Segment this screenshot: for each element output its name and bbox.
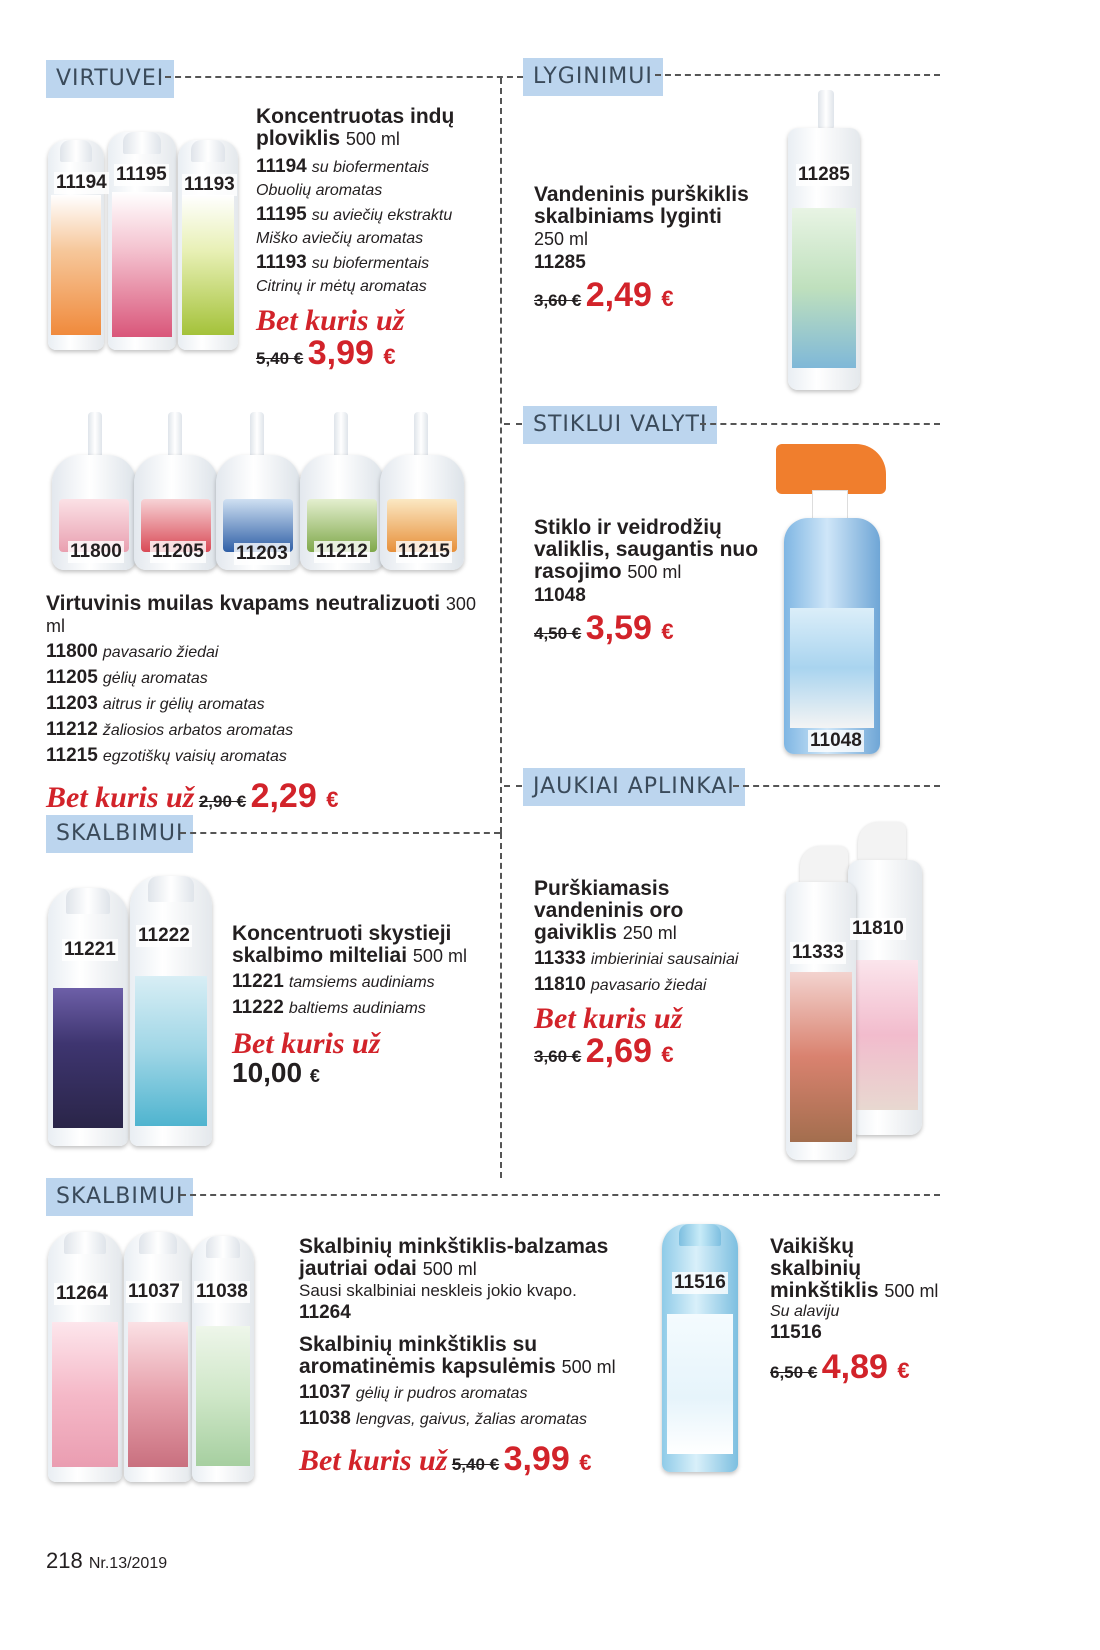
divider	[165, 76, 523, 78]
bottle-code: 11264	[56, 1283, 108, 1304]
price-block: 3,60 € 2,49 €	[534, 276, 674, 314]
product-title: Virtuvinis muilas kvapams neutralizuoti 300 ml	[46, 592, 476, 636]
bottle-code: 11205	[152, 541, 204, 562]
bottle-code: 11038	[196, 1281, 248, 1302]
bottle-code: 11221	[64, 939, 116, 960]
price-block: 6,50 € 4,89 €	[770, 1348, 910, 1386]
issue-number: Nr.13/2019	[88, 1555, 168, 1572]
price-block: 10,00 €	[232, 1057, 320, 1088]
section-header-lyginimui: LYGINIMUI	[523, 58, 663, 96]
divider	[733, 785, 940, 787]
product-title: Vandeninis purškiklis skalbiniams lyginti 250 ml	[534, 183, 749, 249]
bottle-code: 11203	[236, 543, 288, 564]
bottle-code: 11333	[792, 942, 844, 963]
bottle-code: 11222	[138, 925, 190, 946]
column-divider	[500, 78, 502, 833]
product-info-ironing: Vandeninis purškiklis skalbiniams lyginti 250 ml 11285 3,60 € 2,49 €	[534, 184, 754, 315]
price-block: Bet kuris už 5,40 € 3,99 €	[299, 1440, 592, 1478]
bottle-code: 11810	[852, 918, 904, 939]
divider	[504, 785, 522, 787]
product-title: Stiklo ir veidrodžių valiklis, saugantis nuo rasojimo 500 ml	[534, 516, 759, 583]
product-title: Skalbinių minkštiklis-balzamas jautriai odai 500 ml	[299, 1235, 609, 1280]
product-info-soap: Virtuvinis muilas kvapams neutralizuoti 300 ml 11800 pavasario žiedai 11205 gėlių aromatas 11203 aitrus ir gėlių aromatas 11212 žaliosios arbatos aromatas 11215 egzotiškų vaisių aromatas Bet kuris už 2,90 € 2,29 €	[46, 593, 496, 816]
product-info-softener: Skalbinių minkštiklis-balzamas jautriai odai 500 ml Sausi skalbiniai neskleis jokio kvapo. 11264 Skalbinių minkštiklis su aromatinėmis kapsulėmis 500 ml 11037 gėlių ir pudros aromatas 11038 lengvas, gaivus, žalias aromatas Bet kuris už 5,40 € 3,99 €	[299, 1236, 619, 1479]
product-title: Vaikiškų skalbinių minkštiklis 500 ml	[770, 1235, 939, 1302]
section-header-skalbimui-2: SKALBIMUI	[46, 1178, 193, 1216]
section-header-skalbimui: SKALBIMUI	[46, 815, 193, 853]
bottle-code: 11037	[128, 1281, 180, 1302]
bottle-code: 11800	[70, 541, 122, 562]
product-title: Purškiamasis vandeninis oro gaiviklis 250 ml	[534, 877, 684, 944]
divider	[180, 1194, 940, 1196]
bottle-code: 11048	[810, 730, 862, 751]
bottle-code: 11215	[398, 541, 450, 562]
offer-label: Bet kuris už	[256, 304, 405, 337]
product-info-air: Purškiamasis vandeninis oro gaiviklis 250 ml 11333 imbieriniai sausainiai 11810 pavasario žiedai Bet kuris už 3,60 € 2,69 €	[534, 878, 764, 1071]
product-info-glass: Stiklo ir veidrodžių valiklis, saugantis nuo rasojimo 500 ml 11048 4,50 € 3,59 €	[534, 517, 764, 648]
divider	[180, 832, 500, 834]
divider	[655, 74, 940, 76]
bottle-code: 11285	[798, 164, 850, 185]
price-block: Bet kuris už 2,90 € 2,29 €	[46, 777, 339, 815]
price-block: 4,50 € 3,59 €	[534, 609, 674, 647]
bottle-code: 11516	[674, 1272, 726, 1293]
bottle-code: 11212	[316, 541, 368, 562]
divider	[700, 423, 940, 425]
section-header-virtuvei: VIRTUVEI	[46, 60, 174, 98]
page-footer	[46, 1548, 167, 1574]
bottle-code: 11193	[184, 174, 235, 195]
bottle-code: 11195	[116, 164, 167, 185]
section-header-stiklui: STIKLUI VALYTI	[523, 406, 717, 444]
divider	[504, 423, 522, 425]
offer-label: Bet kuris už	[534, 1002, 683, 1035]
bottle-code: 11194	[56, 172, 107, 193]
product-info-liquid: Koncentruoti skystieji skalbimo milteliai 500 ml 11221 tamsiems audiniams 11222 baltiems audiniams Bet kuris už 10,00 €	[232, 923, 492, 1089]
page-number: 218	[46, 1548, 83, 1573]
offer-label: Bet kuris už	[232, 1027, 381, 1060]
price-block: 5,40 € 3,99 €	[256, 334, 396, 372]
product-info-dish: Koncentruotas indų ploviklis 500 ml 11194 su biofermentais Obuolių aromatas 11195 su aviečių ekstraktu Miško aviečių aromatas 11193 su biofermentais Citrinų ir mėtų aromatas Bet kuris už 5,40 € 3,99 €	[256, 106, 486, 373]
column-divider	[500, 833, 502, 1178]
section-header-jaukiai: JAUKIAI APLINKAI	[523, 768, 745, 806]
product-title: Koncentruoti skystieji skalbimo milteliai 500 ml	[232, 922, 467, 967]
product-title: Koncentruotas indų ploviklis 500 ml	[256, 105, 455, 150]
price-block: 3,60 € 2,69 €	[534, 1032, 674, 1070]
product-info-kids: Vaikiškų skalbinių minkštiklis 500 ml Su alaviju 11516 6,50 € 4,89 €	[770, 1236, 950, 1387]
product-title: Skalbinių minkštiklis su aromatinėmis kapsulėmis 500 ml	[299, 1333, 616, 1378]
